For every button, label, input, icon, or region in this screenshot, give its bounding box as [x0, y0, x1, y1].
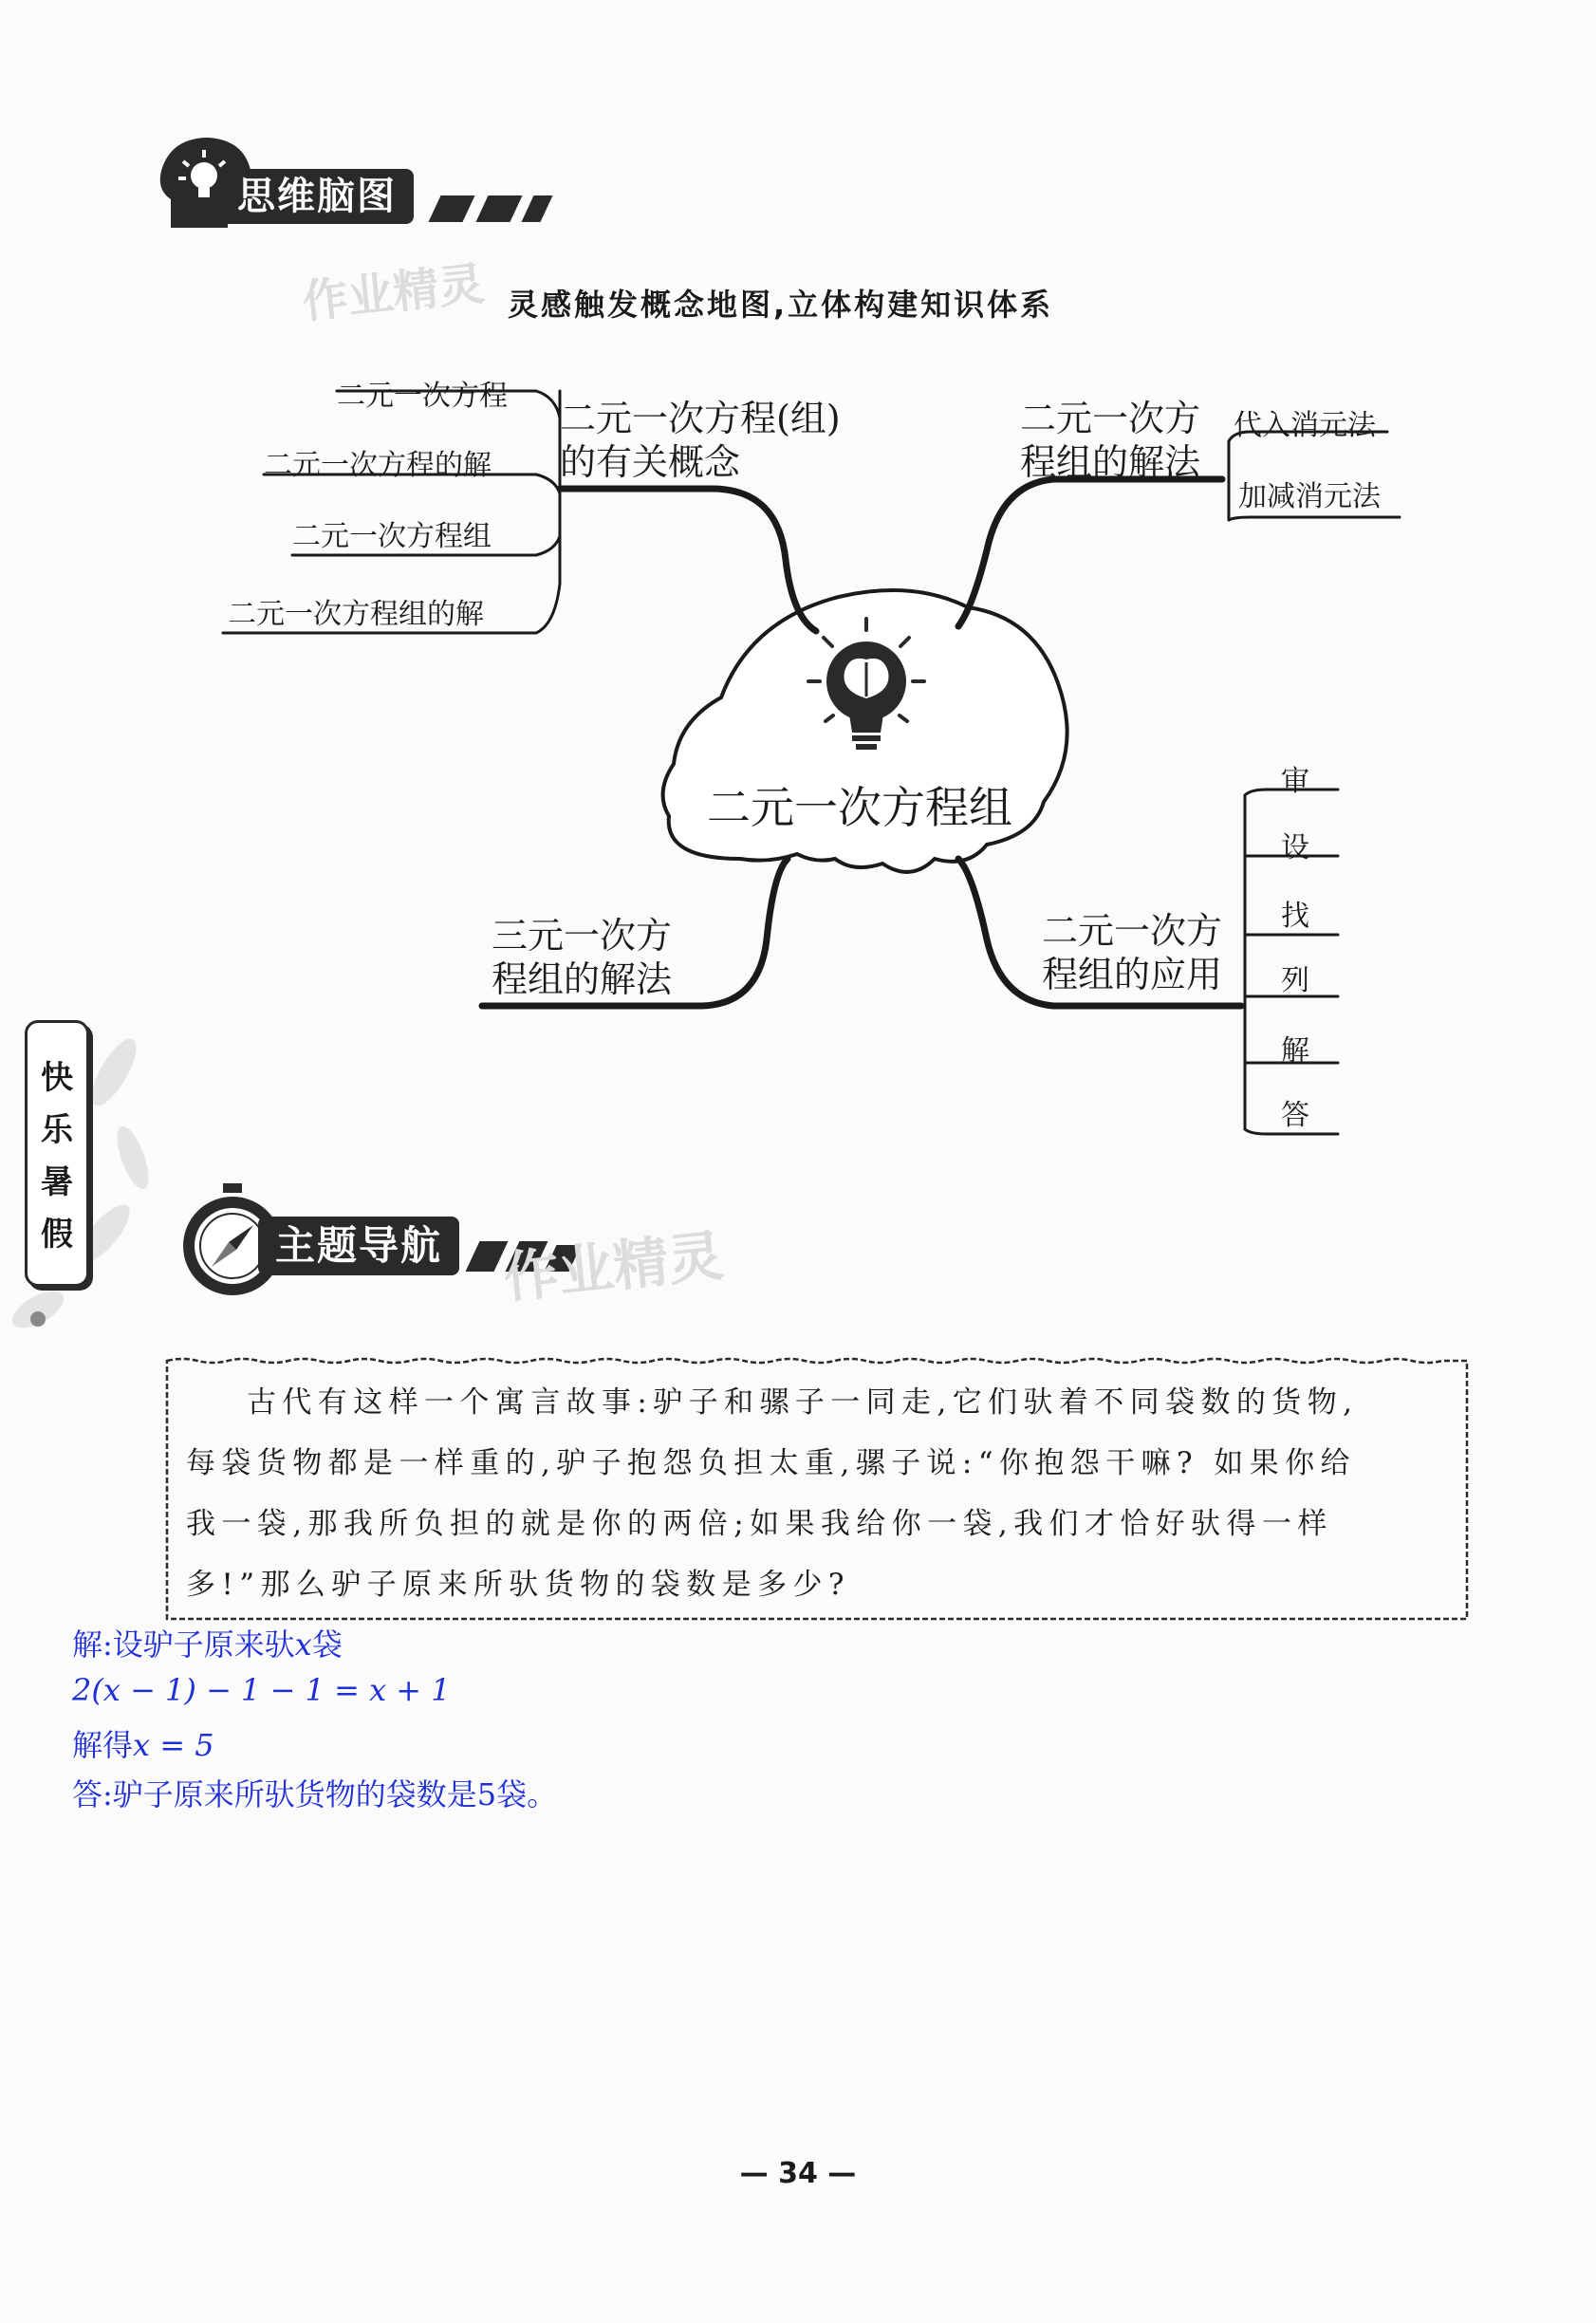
branch-line: 二元一次方程(组) — [560, 398, 841, 439]
answer-text: 袋 — [311, 1626, 343, 1663]
answer-math: x = 5 — [133, 1727, 214, 1763]
side-tab-char: 假 — [41, 1216, 73, 1254]
branch-line: 二元一次方 — [1042, 910, 1223, 952]
side-tab-char: 乐 — [41, 1111, 73, 1149]
branch-line: 程组的解法 — [492, 958, 673, 1000]
watermark: 作业精灵 — [300, 257, 487, 329]
side-tab — [25, 1020, 89, 1287]
page-number: — 34 — — [739, 2157, 857, 2190]
section-title: 主题导航 — [258, 1217, 459, 1275]
story-line: 古代有这样一个寓言故事:驴子和骡子一同走,它们驮着不同袋数的货物, — [247, 1385, 1359, 1420]
answer-math: 2(x − 1) − 1 − 1 = x + 1 — [72, 1672, 451, 1708]
story-box — [163, 1357, 1471, 1623]
watermark: 作业精灵 — [500, 1223, 727, 1310]
mindmap-leaf: 二元一次方程组 — [292, 520, 492, 553]
mindmap-branch-three-var — [492, 914, 672, 1001]
mindmap-leaf: 代入消元法 — [1234, 409, 1376, 442]
branch-line: 程组的解法 — [1020, 441, 1201, 483]
mindmap-leaf: 二元一次方程组的解 — [228, 598, 484, 631]
mindmap-step: 设 — [1281, 831, 1309, 864]
mindmap-step: 解 — [1281, 1034, 1309, 1068]
answer-line — [72, 1721, 214, 1765]
mindmap-step: 答 — [1281, 1099, 1309, 1132]
answer-line — [72, 1621, 343, 1664]
branch-line: 二元一次方 — [1020, 398, 1201, 439]
side-tab-char: 暑 — [41, 1163, 73, 1201]
branch-line: 程组的应用 — [1042, 954, 1223, 995]
mindmap-center-label: 二元一次方程组 — [707, 782, 1012, 833]
mindmap-step: 审 — [1281, 765, 1309, 798]
side-tab-char: 快 — [41, 1059, 73, 1097]
answer-line — [72, 1771, 557, 1814]
answer-text: 解:设驴子原来驮 — [72, 1626, 295, 1663]
mindmap-branch-concepts — [560, 397, 841, 484]
branch-line: 三元一次方 — [492, 915, 673, 957]
story-line: 我一袋,那我所负担的就是你的两倍;如果我给你一袋,我们才恰好驮得一样 — [186, 1507, 1333, 1541]
mindmap-branch-methods — [1020, 397, 1200, 484]
mindmap-leaf: 二元一次方程的解 — [264, 449, 492, 482]
answer-text: 解得 — [72, 1727, 134, 1763]
section-title: 思维脑图 — [220, 169, 414, 224]
section-subtitle: 灵感触发概念地图,立体构建知识体系 — [508, 287, 1054, 323]
mindmap-leaf: 二元一次方程 — [337, 380, 508, 413]
answer-line — [72, 1672, 451, 1708]
answer-math: x — [294, 1626, 312, 1663]
mindmap-leaf: 加减消元法 — [1238, 480, 1381, 513]
answer-text: 答:驴子原来所驮货物的袋数是5袋。 — [72, 1776, 558, 1812]
story-line: 多!”那么驴子原来所驮货物的袋数是多少? — [186, 1568, 850, 1602]
branch-line: 的有关概念 — [560, 441, 741, 483]
mindmap-step: 列 — [1281, 964, 1309, 997]
story-line: 每袋货物都是一样重的,驴子抱怨负担太重,骡子说:“你抱怨干嘛? 如果你给 — [186, 1446, 1356, 1480]
mindmap-step: 找 — [1281, 900, 1309, 933]
mindmap-branch-applications — [1042, 909, 1222, 996]
